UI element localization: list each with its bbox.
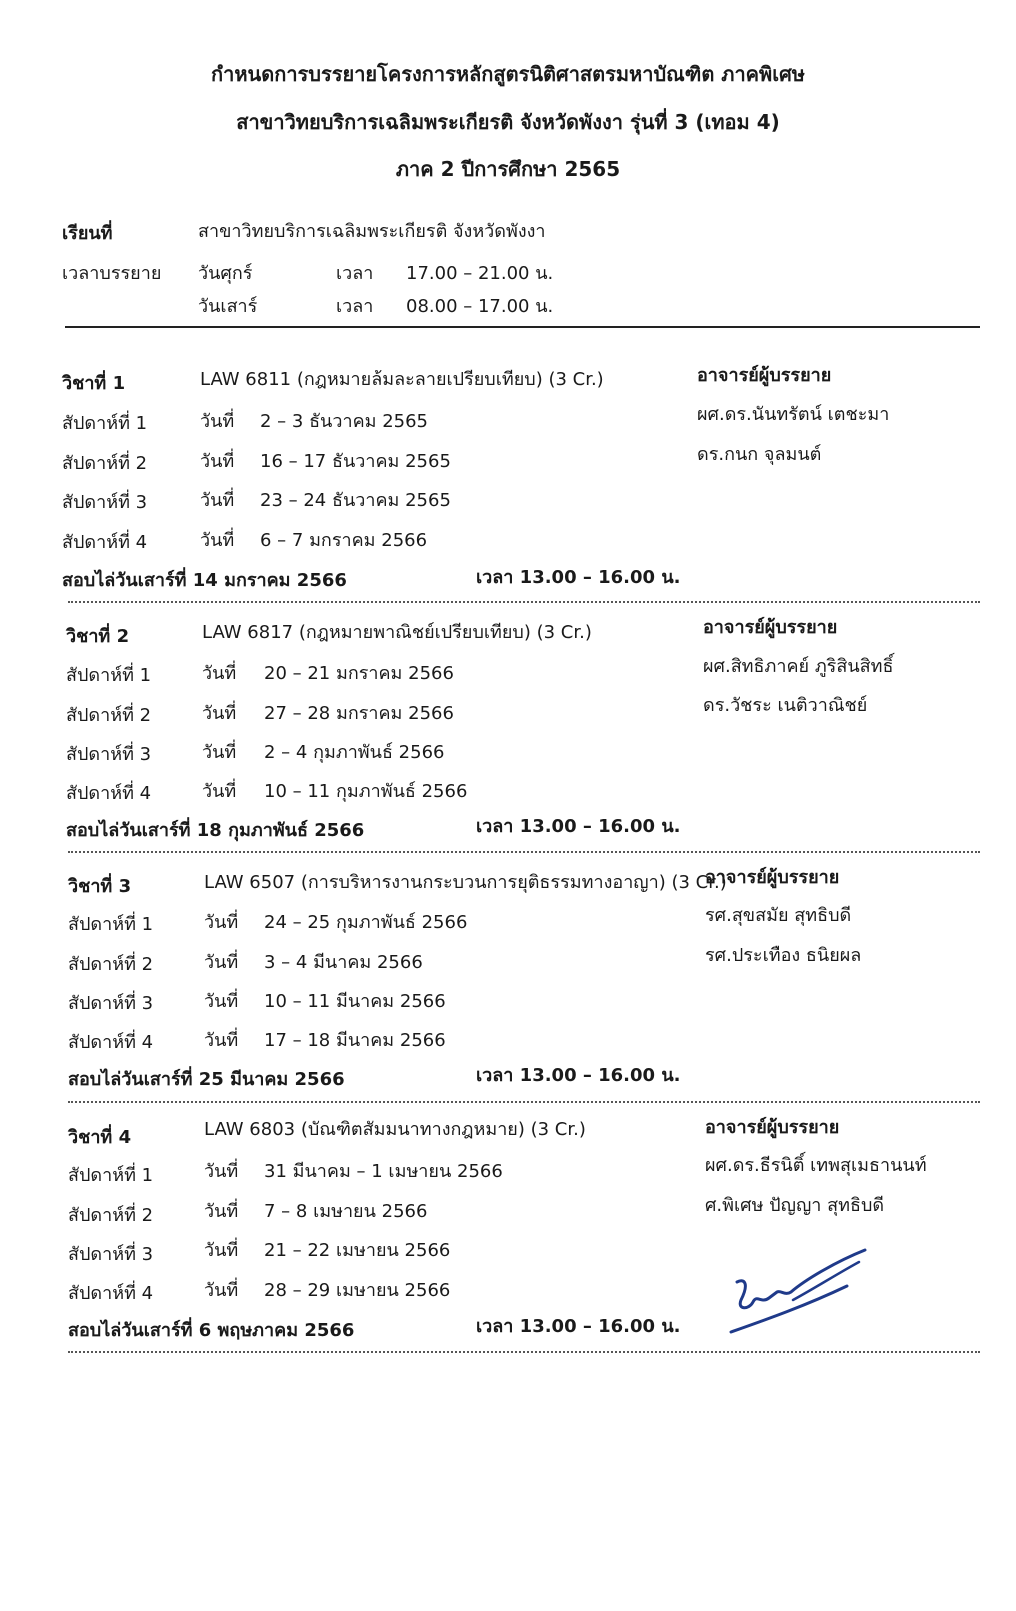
course-label: วิชาที่ 1 — [62, 373, 126, 394]
place-label: เรียนที่ — [62, 223, 113, 244]
exam-date: สอบไล่วันเสาร์ที่ 18 กุมภาพันธ์ 2566 — [66, 820, 365, 841]
lecturer-name: ผศ.ดร.ธีรนิติ์ เทพสุเมธานนท์ — [705, 1155, 927, 1176]
course-title: LAW 6817 (กฎหมายพาณิชย์เปรียบเทียบ) (3 Cr.) — [202, 622, 592, 643]
signature — [725, 1240, 875, 1340]
week-date: 27 – 28 มกราคม 2566 — [264, 703, 454, 724]
lecturer-name: รศ.ประเทือง ธนิยผล — [705, 945, 862, 966]
place-value: สาขาวิทยบริการเฉลิมพระเกียรติ จังหวัดพังงา — [198, 221, 546, 242]
day-word: วันที่ — [204, 952, 239, 973]
week-date: 31 มีนาคม – 1 เมษายน 2566 — [264, 1161, 503, 1182]
week-label: สัปดาห์ที่ 2 — [68, 1205, 154, 1226]
exam-time: เวลา 13.00 – 16.00 น. — [476, 567, 681, 588]
lecturer-name: ผศ.ดร.นันทรัตน์ เตชะมา — [697, 404, 890, 425]
day1-time: 17.00 – 21.00 น. — [406, 263, 554, 284]
section-divider — [68, 851, 980, 853]
week-date: 24 – 25 กุมภาพันธ์ 2566 — [264, 912, 468, 933]
week-label: สัปดาห์ที่ 4 — [66, 783, 152, 804]
week-label: สัปดาห์ที่ 3 — [62, 492, 148, 513]
lecturer-name: รศ.สุขสมัย สุทธิบดี — [705, 905, 852, 926]
exam-date: สอบไล่วันเสาร์ที่ 6 พฤษภาคม 2566 — [68, 1320, 355, 1341]
exam-time: เวลา 13.00 – 16.00 น. — [476, 1065, 681, 1086]
week-label: สัปดาห์ที่ 4 — [68, 1032, 154, 1053]
week-label: สัปดาห์ที่ 3 — [68, 1244, 154, 1265]
week-label: สัปดาห์ที่ 2 — [66, 705, 152, 726]
week-label: สัปดาห์ที่ 1 — [66, 665, 152, 686]
week-label: สัปดาห์ที่ 2 — [68, 954, 154, 975]
lecturer-heading: อาจารย์ผู้บรรยาย — [703, 617, 838, 638]
day-word: วันที่ — [200, 490, 235, 511]
section-divider — [68, 601, 980, 603]
week-label: สัปดาห์ที่ 1 — [68, 914, 154, 935]
day-word: วันที่ — [204, 991, 239, 1012]
course-label: วิชาที่ 4 — [68, 1127, 132, 1148]
course-title: LAW 6811 (กฎหมายล้มละลายเปรียบเทียบ) (3 Cr.) — [200, 369, 604, 390]
lecturer-name: ศ.พิเศษ ปัญญา สุทธิบดี — [705, 1195, 885, 1216]
week-label: สัปดาห์ที่ 4 — [62, 532, 148, 553]
lecturer-heading: อาจารย์ผู้บรรยาย — [705, 1117, 840, 1138]
exam-date: สอบไล่วันเสาร์ที่ 14 มกราคม 2566 — [62, 570, 347, 591]
week-date: 6 – 7 มกราคม 2566 — [260, 530, 428, 551]
lecturer-name: ดร.กนก จุลมนต์ — [697, 444, 822, 465]
section-divider — [68, 1101, 980, 1103]
day-word: วันที่ — [200, 411, 235, 432]
header-divider — [65, 326, 980, 328]
day-word: วันที่ — [204, 1030, 239, 1051]
day-word: วันที่ — [200, 451, 235, 472]
exam-time: เวลา 13.00 – 16.00 น. — [476, 1316, 681, 1337]
week-label: สัปดาห์ที่ 2 — [62, 453, 148, 474]
exam-time: เวลา 13.00 – 16.00 น. — [476, 816, 681, 837]
week-date: 20 – 21 มกราคม 2566 — [264, 663, 454, 684]
day-word: วันที่ — [204, 1201, 239, 1222]
week-label: สัปดาห์ที่ 1 — [62, 413, 148, 434]
section-divider — [68, 1351, 980, 1353]
week-date: 10 – 11 มีนาคม 2566 — [264, 991, 446, 1012]
week-date: 2 – 3 ธันวาคม 2565 — [260, 411, 429, 432]
week-label: สัปดาห์ที่ 4 — [68, 1283, 154, 1304]
week-label: สัปดาห์ที่ 3 — [68, 993, 154, 1014]
day-word: วันที่ — [202, 781, 237, 802]
week-label: สัปดาห์ที่ 1 — [68, 1165, 154, 1186]
day2-label: วันเสาร์ — [198, 296, 258, 317]
day1-label: วันศุกร์ — [198, 263, 253, 284]
day1-time-label: เวลา — [336, 263, 374, 284]
lecturer-name: ผศ.สิทธิภาคย์ ภูริสินสิทธิ์ — [703, 656, 894, 677]
day-word: วันที่ — [202, 663, 237, 684]
day-word: วันที่ — [204, 1280, 239, 1301]
day-word: วันที่ — [204, 1161, 239, 1182]
course-title: LAW 6507 (การบริหารงานกระบวนการยุติธรรมทางอาญา) (3 Cr.) — [204, 872, 727, 893]
week-date: 3 – 4 มีนาคม 2566 — [264, 952, 423, 973]
title-line-1: กำหนดการบรรยายโครงการหลักสูตรนิติศาสตรมหาบัณฑิต ภาคพิเศษ — [211, 62, 805, 86]
week-date: 21 – 22 เมษายน 2566 — [264, 1240, 451, 1261]
day-word: วันที่ — [204, 1240, 239, 1261]
title-line-2: สาขาวิทยบริการเฉลิมพระเกียรติ จังหวัดพังงา รุ่นที่ 3 (เทอม 4) — [236, 110, 780, 134]
day-word: วันที่ — [202, 742, 237, 763]
week-date: 2 – 4 กุมภาพันธ์ 2566 — [264, 742, 445, 763]
course-label: วิชาที่ 3 — [68, 876, 132, 897]
lecturer-heading: อาจารย์ผู้บรรยาย — [705, 867, 840, 888]
time-label: เวลาบรรยาย — [62, 263, 162, 284]
week-date: 23 – 24 ธันวาคม 2565 — [260, 490, 451, 511]
day-word: วันที่ — [200, 530, 235, 551]
course-label: วิชาที่ 2 — [66, 626, 130, 647]
exam-date: สอบไล่วันเสาร์ที่ 25 มีนาคม 2566 — [68, 1069, 345, 1090]
title-line-3: ภาค 2 ปีการศึกษา 2565 — [395, 157, 621, 181]
day2-time: 08.00 – 17.00 น. — [406, 296, 554, 317]
week-date: 7 – 8 เมษายน 2566 — [264, 1201, 428, 1222]
week-date: 28 – 29 เมษายน 2566 — [264, 1280, 451, 1301]
day-word: วันที่ — [202, 703, 237, 724]
course-title: LAW 6803 (บัณฑิตสัมมนาทางกฎหมาย) (3 Cr.) — [204, 1119, 586, 1140]
lecturer-name: ดร.วัชระ เนติวาณิชย์ — [703, 695, 868, 716]
week-date: 17 – 18 มีนาคม 2566 — [264, 1030, 446, 1051]
week-date: 16 – 17 ธันวาคม 2565 — [260, 451, 451, 472]
day-word: วันที่ — [204, 912, 239, 933]
week-label: สัปดาห์ที่ 3 — [66, 744, 152, 765]
week-date: 10 – 11 กุมภาพันธ์ 2566 — [264, 781, 468, 802]
lecturer-heading: อาจารย์ผู้บรรยาย — [697, 365, 832, 386]
day2-time-label: เวลา — [336, 296, 374, 317]
